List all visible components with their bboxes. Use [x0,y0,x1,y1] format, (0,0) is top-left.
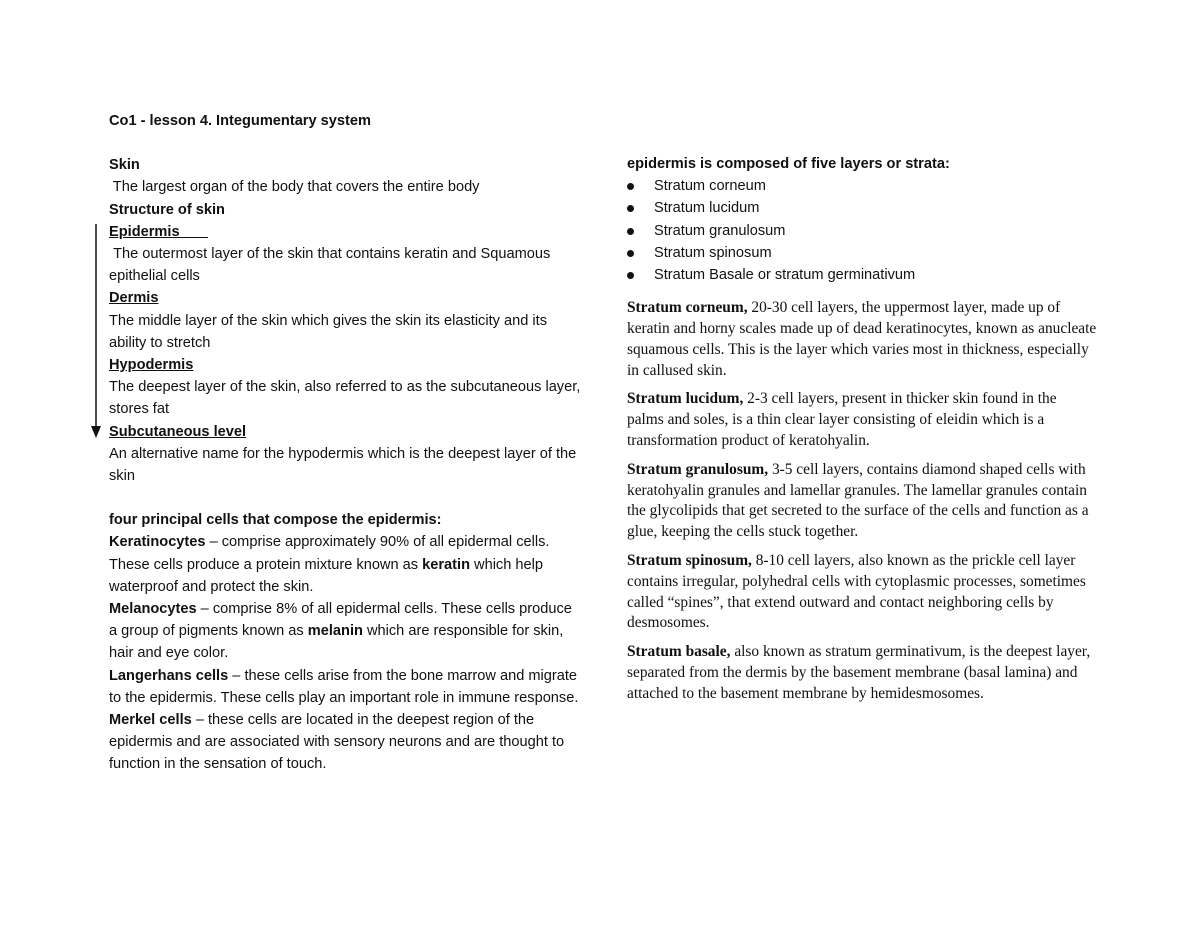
bullet-icon [627,205,634,212]
left-column [109,110,584,776]
cell-melanocytes: Melanocytes – comprise 8% of all epidermal cells. These cells produce a group of pigments known as melanin which are responsible for skin, hair and eye color. [109,601,572,662]
desc-stratum-basale: Stratum basale, also known as stratum germinativum, is the deepest layer, separated from the dermis by the basement membrane (basal lamina) and attached to the basement membrane by hemidesmosomes. [627,643,1091,702]
layer-desc-subcutaneous: An alternative name for the hypodermis which is the deepest layer of the skin [109,445,577,485]
bullet-icon [627,250,634,257]
bullet-icon [627,272,634,279]
desc-stratum-corneum: Stratum corneum, 20-30 cell layers, the uppermost layer, made up of keratin and horny scales made up of dead keratinocytes, known as anucleate squamous cells. This is the layer which varies most in thickness, especially in callused skin. [627,299,1097,379]
layer-desc-hypodermis: The deepest layer of the skin, also referred to as the subcutaneous layer, stores fat [109,379,581,418]
layer-name-subcutaneous: Subcutaneous level [109,423,247,440]
spacer [109,487,584,509]
document-title: Co1 - lesson 4. Integumentary system [109,113,371,129]
cell-keratinocytes: Keratinocytes – comprise approximately 90% of all epidermal cells. These cells produce a protein mixture known as keratin which help waterproof and protect the skin. [109,534,550,595]
desc-stratum-lucidum: Stratum lucidum, 2-3 cell layers, present in thicker skin found in the palms and soles, is a thin clear layer consisting of eleidin which is a transformation product of keratohyalin. [627,390,1057,449]
cell-langerhans: Langerhans cells – these cells arise from the bone marrow and migrate to the epidermis. These cells play an important role in immune response. [109,667,579,706]
down-arrow-icon [91,224,101,439]
desc-stratum-granulosum: Stratum granulosum, 3-5 cell layers, contains diamond shaped cells with keratohyalin granules and lamellar granules. The lamellar granules contain the glycolipids that get secreted to the surface of the cells and function as a glue, keeping the cells stuck together. [627,460,1089,541]
layer-name-hypodermis: Hypodermis [109,357,194,374]
bullet-icon [627,183,634,190]
bullet-icon [627,228,634,235]
layer-desc-dermis: The middle layer of the skin which gives the skin its elasticity and its ability to stretch [109,312,548,351]
layer-desc-epidermis: The outermost layer of the skin that contains keratin and Squamous epithelial cells [109,246,555,285]
skin-definition: The largest organ of the body that covers the entire body [109,179,480,196]
list-item: Stratum corneum [627,175,1097,197]
list-item: Stratum granulosum [627,220,1097,242]
cells-heading: four principal cells that compose the epidermis: [109,512,442,529]
spacer [109,132,584,154]
list-item: Stratum lucidum [627,197,1097,219]
cell-merkel: Merkel cells – these cells are located in the deepest region of the epidermis and are associated with sensory neurons and are thought to function in the sensation of touch. [109,712,565,773]
structure-heading: Structure of skin [109,201,225,218]
strata-heading: epidermis is composed of five layers or strata: [627,156,950,172]
strata-list [627,175,1097,286]
layer-name-dermis: Dermis [109,290,159,307]
right-column [627,153,1097,713]
list-item: Stratum spinosum [627,242,1097,264]
list-item: Stratum Basale or stratum germinativum [627,264,1097,286]
layer-name-epidermis: Epidermis [109,223,180,240]
skin-heading: Skin [109,157,140,174]
desc-stratum-spinosum: Stratum spinosum, 8-10 cell layers, also known as the prickle cell layer contains irregular, polyhedral cells with cytoplasmic processes, sometimes called “spines”, that extend outward and contact neighboring cells by desmosomes. [627,551,1086,632]
